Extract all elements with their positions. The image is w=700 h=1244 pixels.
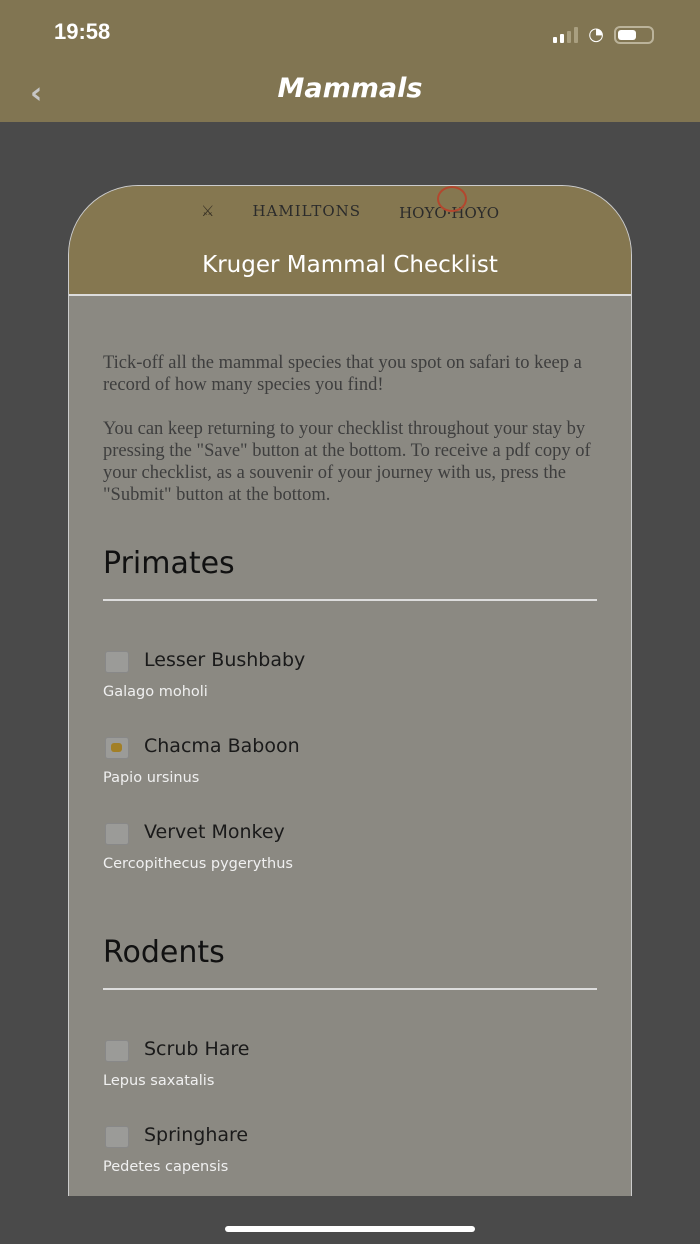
intro-paragraph: Tick-off all the mammal species that you spot on safari to keep a record of how many species you find! [103, 353, 582, 395]
status-icons [553, 24, 654, 45]
scientific-name: Papio ursinus [103, 770, 200, 786]
checklist-item[interactable] [103, 1112, 597, 1196]
wifi-icon: ◔ [588, 24, 604, 45]
checklist-item[interactable] [103, 637, 597, 723]
page-title: Mammals [277, 73, 423, 104]
top-bar [0, 0, 700, 122]
checkbox[interactable] [105, 823, 129, 845]
card-header [69, 186, 631, 296]
back-button[interactable]: ‹ [30, 76, 43, 111]
checkbox[interactable] [105, 651, 129, 673]
species-name: Springhare [144, 1124, 249, 1146]
checkbox[interactable] [105, 1126, 129, 1148]
checkbox[interactable] [105, 737, 129, 759]
section-heading: Rodents [103, 935, 597, 990]
species-name: Lesser Bushbaby [144, 649, 306, 671]
hamiltons-logo: HAMILTONS [252, 202, 362, 220]
scientific-name: Pedetes capensis [103, 1159, 229, 1175]
checklist-item[interactable] [103, 1026, 597, 1112]
intro-paragraph: You can keep returning to your checklist throughout your stay by pressing the "Save" button at the bottom. To receive a pdf copy of your checklist, as a souvenir of your journey with us, press the "Submit" button at the bottom. [103, 419, 591, 505]
intro-text [103, 352, 597, 506]
checklist-item[interactable] [103, 809, 597, 895]
signal-icon [553, 27, 578, 43]
checkbox[interactable] [105, 1040, 129, 1062]
species-name: Vervet Monkey [144, 821, 285, 843]
scientific-name: Galago moholi [103, 684, 208, 700]
status-time: 19:58 [54, 19, 111, 44]
battery-icon [614, 26, 654, 44]
checklist-card [68, 185, 632, 1196]
scientific-name: Cercopithecus pygerythus [103, 856, 293, 872]
checklist-item[interactable] [103, 723, 597, 809]
species-name: Chacma Baboon [144, 735, 300, 757]
scientific-name: Lepus saxatalis [103, 1073, 215, 1089]
home-indicator [225, 1226, 475, 1232]
inyati-logo: ⚔ [200, 202, 215, 220]
hoyo-hoyo-logo: HOYO·HOYO [399, 200, 499, 222]
section-heading: Primates [103, 546, 597, 601]
species-name: Scrub Hare [144, 1038, 250, 1060]
card-title: Kruger Mammal Checklist [202, 252, 498, 278]
